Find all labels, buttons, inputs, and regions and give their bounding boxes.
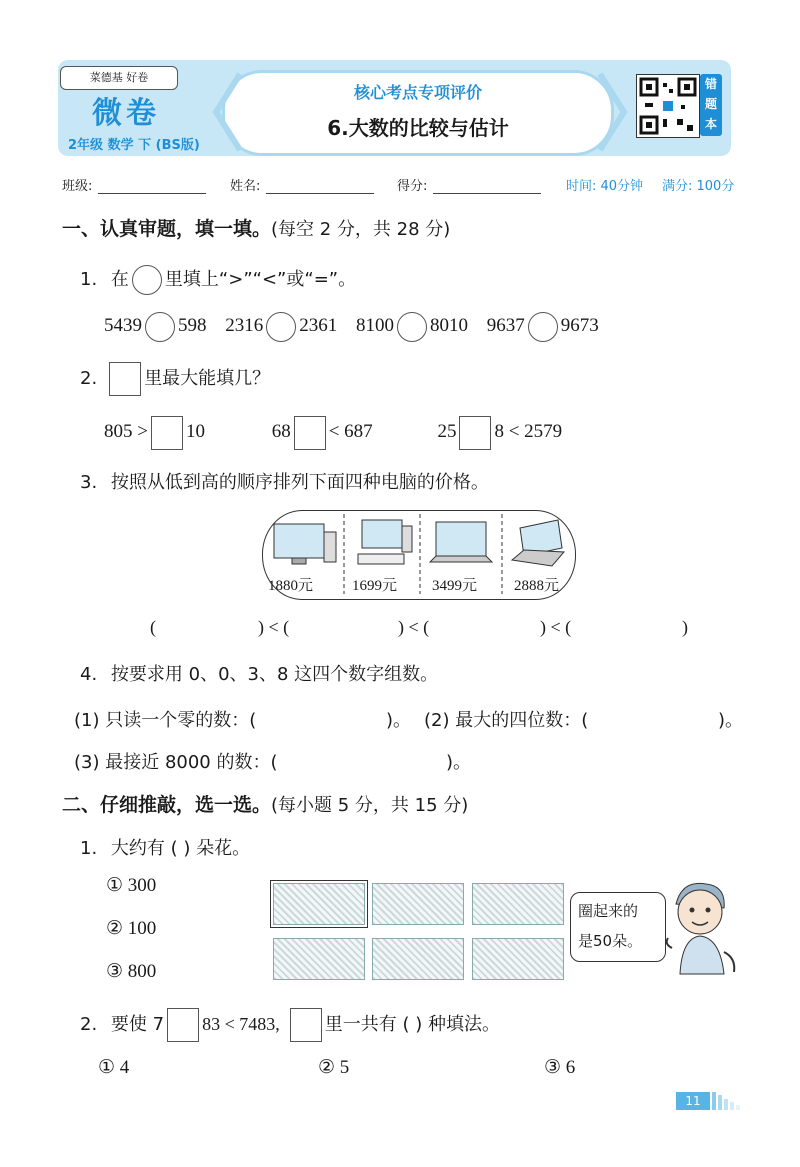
compare-item bbox=[225, 315, 337, 336]
page-title: 6.大数的比较与估计 bbox=[327, 116, 509, 140]
box-item-b bbox=[272, 421, 373, 442]
q4-part3-text: (3) 最接近 8000 的数：( bbox=[74, 752, 278, 773]
box-right: 10 bbox=[185, 421, 205, 443]
q4-part3[interactable] bbox=[74, 748, 278, 774]
s2-q2-post: 里一共有 ( ) 种填法。 bbox=[324, 1014, 500, 1035]
q1-pre: 在 bbox=[110, 269, 129, 290]
box-right: < 687 bbox=[328, 421, 373, 443]
flower-block bbox=[273, 883, 365, 925]
qr-code-icon[interactable] bbox=[636, 74, 700, 138]
price-4: 2888元 bbox=[514, 578, 560, 594]
q2-post: 里最大能填几？ bbox=[144, 368, 271, 389]
compare-circle[interactable] bbox=[397, 312, 427, 342]
score-field[interactable] bbox=[397, 175, 541, 194]
s2-q2-option-c[interactable]: ③ 6 bbox=[544, 1057, 576, 1078]
qr-pattern-icon bbox=[637, 75, 699, 137]
q4-text: 按要求用 0、0、3、8 这四个数字组数。 bbox=[110, 664, 439, 685]
q4-part1-end: )。 bbox=[386, 710, 412, 731]
answer-box[interactable] bbox=[294, 416, 326, 450]
compare-item bbox=[356, 315, 468, 336]
brand-title: 微卷 bbox=[92, 96, 160, 131]
name-label: 姓名: bbox=[230, 179, 261, 194]
q4-part2-end: )。 bbox=[718, 710, 744, 731]
q4-num: 4. bbox=[80, 664, 98, 685]
s2-q2-pre: 要使 7 bbox=[110, 1014, 165, 1035]
name-field[interactable] bbox=[230, 175, 374, 194]
s2-q1-option-b[interactable]: ② 100 bbox=[106, 918, 157, 939]
q4-part3-end: )。 bbox=[446, 752, 472, 773]
order-answer-p1[interactable]: ) < ( bbox=[258, 617, 290, 637]
section2-points: (每小题 5 分，共 15 分) bbox=[271, 795, 469, 816]
sample-box bbox=[109, 362, 141, 396]
s2-q2-option-b[interactable]: ② 5 bbox=[318, 1057, 350, 1078]
s2-q2-option-a[interactable]: ① 4 bbox=[98, 1057, 130, 1078]
compare-right: 598 bbox=[178, 315, 207, 337]
box-left: 805 > bbox=[104, 421, 148, 443]
q1-num: 1. bbox=[80, 269, 98, 290]
section2-heading bbox=[62, 790, 468, 817]
compare-left: 9637 bbox=[486, 315, 525, 337]
boy-character-icon bbox=[662, 878, 742, 978]
s2-q2-mid: 83 < 7483, bbox=[202, 1014, 280, 1034]
compare-item bbox=[104, 315, 207, 336]
compare-left: 5439 bbox=[104, 315, 142, 337]
flower-block bbox=[372, 938, 464, 980]
q4-part2-text: (2) 最大的四位数：( bbox=[424, 710, 589, 731]
box-item-c bbox=[437, 421, 562, 442]
grade-label: 2年级 数学 下 (BS版) bbox=[68, 138, 200, 153]
answer-box[interactable] bbox=[459, 416, 491, 450]
compare-right: 2361 bbox=[299, 315, 338, 337]
section2-title: 二、仔细推敲，选一选。 bbox=[62, 794, 272, 816]
q1-post: 里填上“>”“<”或“=”。 bbox=[164, 269, 357, 290]
compare-item bbox=[487, 315, 599, 336]
box-row bbox=[104, 416, 664, 450]
s2-q1-option-a[interactable]: ① 300 bbox=[106, 875, 157, 896]
banner-subtitle: 核心考点专项评价 bbox=[353, 83, 482, 102]
score-label: 得分: bbox=[397, 179, 428, 194]
q2-instruction bbox=[80, 362, 270, 396]
page-number: 11 bbox=[676, 1092, 710, 1110]
order-answer-p3[interactable]: ) < ( bbox=[540, 617, 572, 637]
compare-row bbox=[104, 312, 599, 342]
sample-circle bbox=[132, 265, 162, 295]
box-left: 25 bbox=[437, 421, 457, 443]
section1-heading bbox=[62, 214, 450, 241]
class-field[interactable] bbox=[62, 175, 206, 194]
q4-part2[interactable] bbox=[424, 706, 588, 732]
flower-block bbox=[372, 883, 464, 925]
answer-box[interactable] bbox=[167, 1008, 199, 1042]
flower-block bbox=[472, 883, 564, 925]
bubble-line-2: 是50朵。 bbox=[578, 932, 643, 950]
order-answer-p2[interactable]: ) < ( bbox=[398, 617, 430, 637]
compare-circle[interactable] bbox=[145, 312, 175, 342]
section1-points: (每空 2 分，共 28 分) bbox=[271, 219, 451, 240]
section1-title: 一、认真审题，填一填。 bbox=[62, 218, 272, 240]
answer-box[interactable] bbox=[151, 416, 183, 450]
class-label: 班级: bbox=[62, 179, 93, 194]
q1-instruction bbox=[80, 265, 356, 295]
s2-q2-instruction bbox=[80, 1008, 500, 1042]
sample-box bbox=[290, 1008, 322, 1042]
s2-q1-text: 大约有 ( ) 朵花。 bbox=[110, 838, 251, 859]
compare-right: 9673 bbox=[560, 315, 599, 337]
q4-instruction bbox=[80, 660, 438, 686]
time-limit: 时间: 40分钟 bbox=[566, 179, 644, 194]
box-right: 8 < 2579 bbox=[494, 421, 563, 443]
page-bars-icon bbox=[712, 1092, 742, 1110]
q2-num: 2. bbox=[80, 368, 98, 389]
q3-num: 3. bbox=[80, 472, 98, 493]
s2-q1-num: 1. bbox=[80, 838, 98, 859]
box-left: 68 bbox=[271, 421, 291, 443]
s2-q2-num: 2. bbox=[80, 1014, 98, 1035]
q4-part1[interactable] bbox=[74, 706, 256, 732]
order-answer-p0: ( bbox=[150, 617, 156, 637]
compare-left: 2316 bbox=[225, 315, 264, 337]
q3-text: 按照从低到高的顺序排列下面四种电脑的价格。 bbox=[110, 472, 489, 493]
s2-q1-option-c[interactable]: ③ 800 bbox=[106, 961, 157, 982]
full-score: 满分: 100分 bbox=[662, 179, 735, 194]
box-item-a bbox=[104, 421, 205, 442]
flower-block bbox=[472, 938, 564, 980]
brand-logo: 菜德基 好卷 bbox=[60, 66, 178, 90]
q4-part1-text: (1) 只读一个零的数：( bbox=[74, 710, 257, 731]
wrong-questions-tag[interactable]: 错题本 bbox=[700, 74, 722, 136]
flower-block bbox=[273, 938, 365, 980]
compare-right: 8010 bbox=[430, 315, 468, 337]
order-answer-p4: ) bbox=[682, 617, 688, 637]
bubble-line-1: 圈起来的 bbox=[578, 902, 639, 920]
q3-instruction bbox=[80, 468, 489, 494]
compare-circle[interactable] bbox=[266, 312, 296, 342]
compare-left: 8100 bbox=[356, 315, 394, 337]
s2-q1-instruction bbox=[80, 834, 250, 860]
compare-circle[interactable] bbox=[528, 312, 558, 342]
price-1: 1880元 bbox=[268, 578, 314, 594]
price-3: 3499元 bbox=[432, 578, 478, 594]
price-2: 1699元 bbox=[352, 578, 398, 594]
